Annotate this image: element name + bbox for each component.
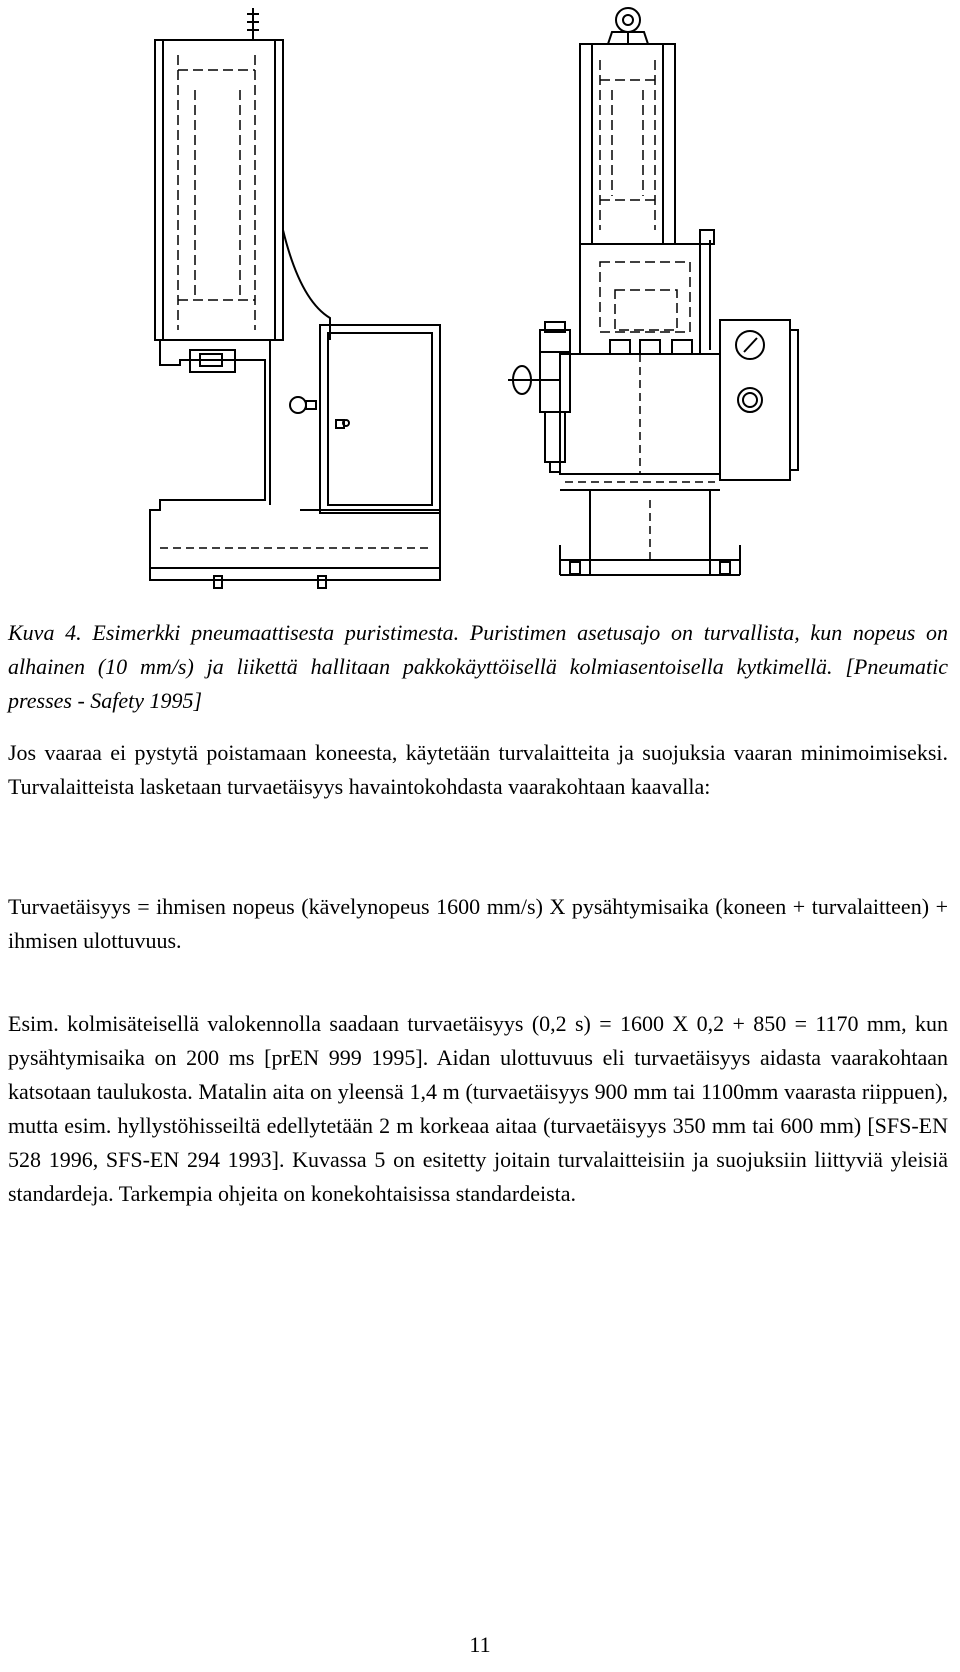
- paragraph: Jos vaaraa ei pystytä poistamaan koneesta, käytetään turvalaitteita ja suojuksia vaaran minimoimiseksi. Turvalaitteista lasketaan turvaetäisyys havaintokohdasta vaarakohtaan kaavalla:: [8, 740, 948, 799]
- paragraph: Turvaetäisyys = ihmisen nopeus (kävelynopeus 1600 mm/s) X pysähtymisaika (koneen + turvalaitteen) + ihmisen ulottuvuus.: [8, 894, 948, 953]
- figure-pneumatic-press: [0, 0, 960, 612]
- press-front-view: [508, 8, 798, 575]
- figure-caption: Kuva 4. Esimerkki pneumaattisesta puristimesta. Puristimen asetusajo on turvallista, kun nopeus on alhainen (10 mm/s) ja liikettä hallitaan pakkokäyttöisellä kolmiasentoisella kytkimellä. [Pneumatic presses - Safety 1995]: [8, 620, 948, 713]
- paragraph: Esim. kolmisäteisellä valokennolla saadaan turvaetäisyys (0,2 s) = 1600 X 0,2 + 850 = 1170 mm, kun pysähtymisaika on 200 ms [prEN 999 1995]. Aidan ulottuvuus eli turvaetäisyys aidasta vaarakohtaan katsotaan taulukosta. Matalin aita on yleensä 1,4 m (turvaetäisyys 900 mm tai 1100mm vaarasta riippuen), mutta esim. hyllystöhisseiltä edellytetään 2 m korkeaa aitaa (turvaetäisyys 350 mm tai 600 mm) [SFS-EN 528 1996, SFS-EN 294 1993]. Kuvassa 5 on esitetty joitain turvalaitteisiin ja suojuksiin liittyviä yleisiä standardeja. Tarkempia ohjeita on konekohtaisissa standardeista.: [8, 1011, 948, 1206]
- press-side-view: [150, 8, 440, 588]
- page-number: 11: [469, 1632, 491, 1657]
- pneumatic-press-drawing-icon: [0, 0, 960, 612]
